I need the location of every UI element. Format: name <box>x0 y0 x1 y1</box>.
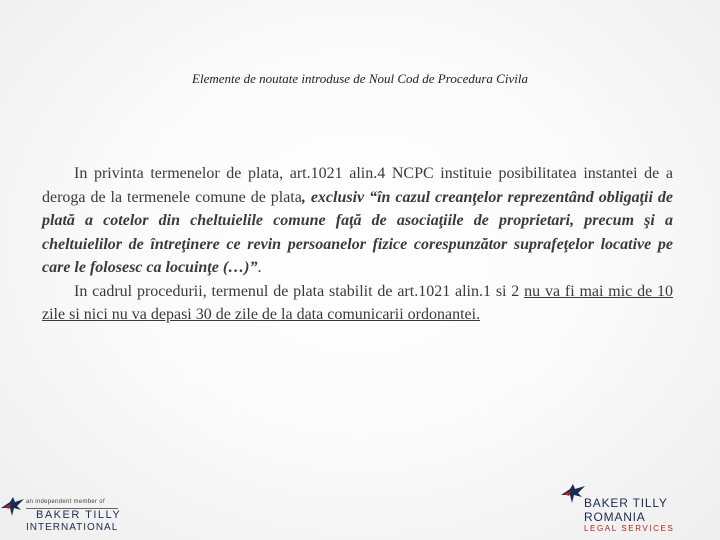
paragraph-1-text: In privinta termenelor de plata, art.1021 alin.4 NCPC instituie posibilitatea instantei de a deroga de la termenele comune de plata <box>42 165 673 206</box>
slide-title: Elemente de noutate introduse de Noul Cod de Procedura Civila <box>192 71 528 86</box>
eagle-icon <box>560 483 586 507</box>
logo-name: BAKER TILLY <box>584 496 668 510</box>
eagle-icon <box>0 494 26 520</box>
logo-tagline: an independent member of <box>26 499 105 505</box>
paragraph-payment-terms <box>42 162 673 280</box>
paragraph-1-end: . <box>257 259 262 276</box>
baker-tilly-international-logo <box>0 490 122 538</box>
paragraph-2-underlined: nu va fi mai mic de 10 zile si nici nu va depasi 30 de zile de la data comunicarii ordonantei. <box>42 282 673 323</box>
slide-body <box>42 162 673 327</box>
paragraph-procedure <box>42 280 673 327</box>
logo-country: ROMANIA <box>584 510 646 524</box>
logo-name: BAKER TILLY <box>36 509 122 521</box>
logo-division: LEGAL SERVICES <box>584 524 675 533</box>
logo-subtitle: INTERNATIONAL <box>26 522 119 533</box>
paragraph-2-text: In cadrul procedurii, termenul de plata stabilit de art.1021 alin.1 si 2 <box>74 282 525 300</box>
baker-tilly-romania-logo <box>560 483 685 538</box>
paragraph-1-emphasis: , exclusiv “în cazul creanţelor reprezentând obligaţii de plată a cotelor din cheltuielile comune faţă de asociaţiile de proprietari, precum şi a cheltuielilor de întreţinere ce revin persoanelor fizice corespunzător suprafeţelor locative pe care le folosesc ca locuinţe (…)” <box>42 188 674 276</box>
